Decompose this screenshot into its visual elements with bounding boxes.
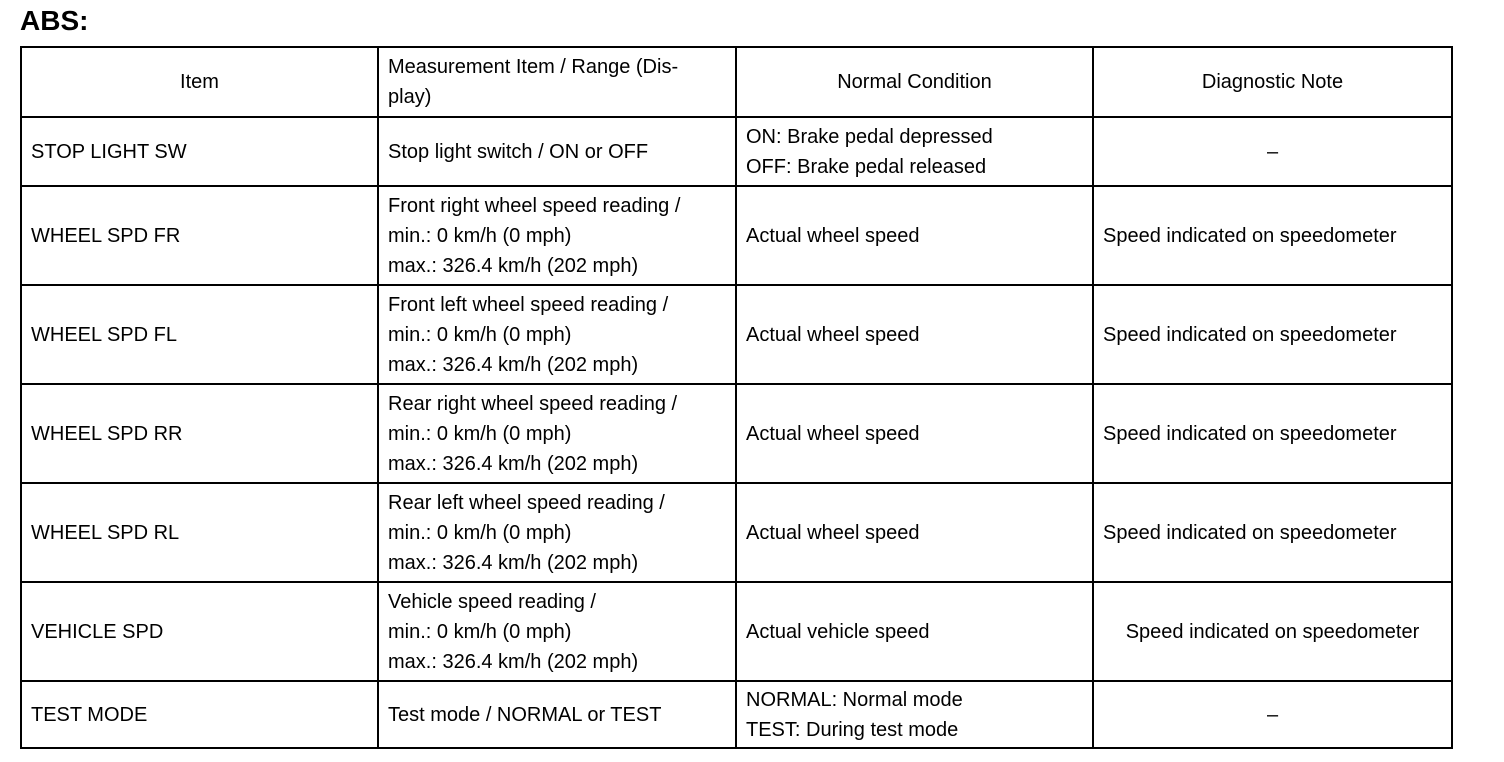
measurement-line: min.: 0 km/h (0 mph) bbox=[388, 422, 572, 445]
measurement-line: max.: 326.4 km/h (202 mph) bbox=[388, 452, 639, 475]
measurement-line: Vehicle speed reading / bbox=[388, 590, 596, 613]
normal-condition-line: Actual wheel speed bbox=[746, 224, 920, 247]
cell-diagnostic-note: Speed indicated on speedometer bbox=[1093, 186, 1452, 285]
measurement-line: min.: 0 km/h (0 mph) bbox=[388, 323, 572, 346]
normal-condition-line: OFF: Brake pedal released bbox=[746, 155, 987, 178]
cell-normal-condition bbox=[736, 285, 1093, 384]
normal-condition-line: Actual wheel speed bbox=[746, 422, 920, 445]
cell-measurement bbox=[378, 483, 736, 582]
cell-diagnostic-note: – bbox=[1093, 117, 1452, 186]
header-normal-condition: Normal Condition bbox=[736, 47, 1093, 117]
measurement-line: Rear left wheel speed reading / bbox=[388, 491, 665, 514]
cell-measurement bbox=[378, 384, 736, 483]
measurement-line: Front left wheel speed reading / bbox=[388, 293, 669, 316]
header-measurement bbox=[378, 47, 736, 117]
cell-normal-condition bbox=[736, 483, 1093, 582]
measurement-line: max.: 326.4 km/h (202 mph) bbox=[388, 650, 639, 673]
cell-diagnostic-note: Speed indicated on speedometer bbox=[1093, 384, 1452, 483]
cell-item: WHEEL SPD RR bbox=[21, 384, 378, 483]
cell-normal-condition bbox=[736, 384, 1093, 483]
measurement-line: Front right wheel speed reading / bbox=[388, 194, 681, 217]
normal-condition-line: TEST: During test mode bbox=[746, 718, 959, 741]
cell-measurement bbox=[378, 582, 736, 681]
cell-normal-condition bbox=[736, 117, 1093, 186]
cell-measurement bbox=[378, 186, 736, 285]
measurement-line: min.: 0 km/h (0 mph) bbox=[388, 224, 572, 247]
measurement-line: max.: 326.4 km/h (202 mph) bbox=[388, 254, 639, 277]
measurement-line: max.: 326.4 km/h (202 mph) bbox=[388, 353, 639, 376]
cell-measurement bbox=[378, 117, 736, 186]
cell-diagnostic-note: Speed indicated on speedometer bbox=[1093, 483, 1452, 582]
data-list-table bbox=[20, 46, 1453, 749]
page-title: ABS: bbox=[20, 5, 89, 36]
cell-normal-condition bbox=[736, 681, 1093, 748]
table-row bbox=[21, 582, 1452, 681]
table-row bbox=[21, 186, 1452, 285]
header-measurement-line: Measurement Item / Range (Dis- bbox=[388, 56, 679, 78]
header-item: Item bbox=[21, 47, 378, 117]
cell-normal-condition bbox=[736, 186, 1093, 285]
measurement-line: Stop light switch / ON or OFF bbox=[388, 140, 649, 163]
normal-condition-line: Actual vehicle speed bbox=[746, 620, 930, 643]
table-row bbox=[21, 117, 1452, 186]
cell-item: WHEEL SPD RL bbox=[21, 483, 378, 582]
cell-item: VEHICLE SPD bbox=[21, 582, 378, 681]
measurement-line: Rear right wheel speed reading / bbox=[388, 392, 678, 415]
cell-item: STOP LIGHT SW bbox=[21, 117, 378, 186]
normal-condition-line: Actual wheel speed bbox=[746, 521, 920, 544]
cell-diagnostic-note: – bbox=[1093, 681, 1452, 748]
cell-item: WHEEL SPD FL bbox=[21, 285, 378, 384]
cell-measurement bbox=[378, 681, 736, 748]
cell-normal-condition bbox=[736, 582, 1093, 681]
header-measurement-line: play) bbox=[388, 86, 432, 108]
table-row bbox=[21, 384, 1452, 483]
table-header-row bbox=[21, 47, 1452, 117]
table-row bbox=[21, 483, 1452, 582]
cell-measurement bbox=[378, 285, 736, 384]
measurement-line: min.: 0 km/h (0 mph) bbox=[388, 620, 572, 643]
normal-condition-line: Actual wheel speed bbox=[746, 323, 920, 346]
measurement-line: min.: 0 km/h (0 mph) bbox=[388, 521, 572, 544]
cell-item: TEST MODE bbox=[21, 681, 378, 748]
cell-diagnostic-note: Speed indicated on speedometer bbox=[1093, 582, 1452, 681]
measurement-line: max.: 326.4 km/h (202 mph) bbox=[388, 551, 639, 574]
cell-diagnostic-note: Speed indicated on speedometer bbox=[1093, 285, 1452, 384]
table-row bbox=[21, 285, 1452, 384]
table-row bbox=[21, 681, 1452, 748]
measurement-line: Test mode / NORMAL or TEST bbox=[388, 703, 662, 726]
normal-condition-line: NORMAL: Normal mode bbox=[746, 688, 963, 711]
cell-item: WHEEL SPD FR bbox=[21, 186, 378, 285]
header-diagnostic-note: Diagnostic Note bbox=[1093, 47, 1452, 117]
normal-condition-line: ON: Brake pedal depressed bbox=[746, 125, 993, 148]
